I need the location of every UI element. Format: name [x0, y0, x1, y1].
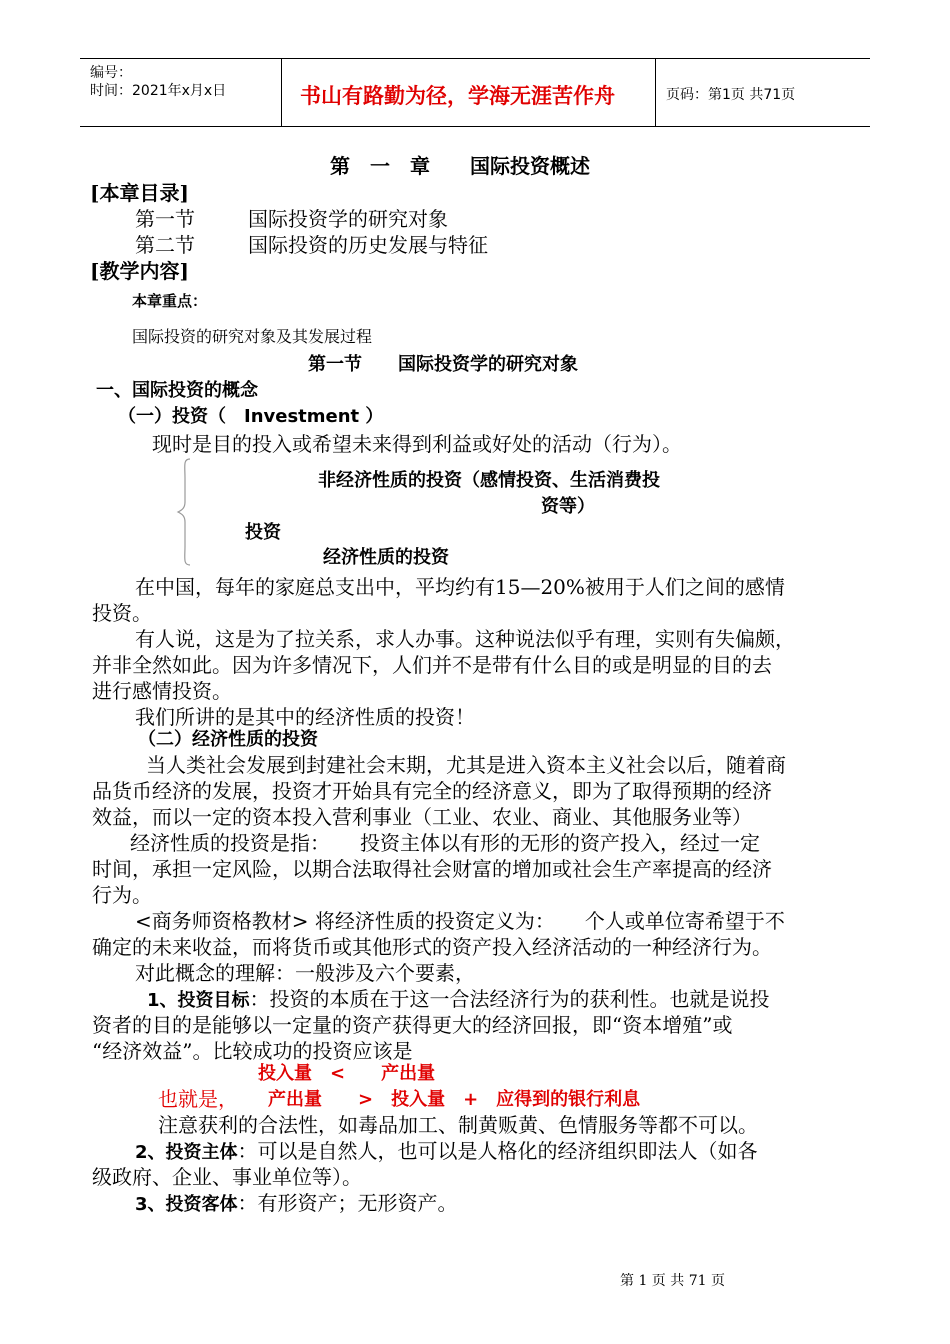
header-bottom-rule [80, 126, 870, 127]
section-title: 第一节 国际投资学的研究对象 [308, 354, 578, 375]
header-top-rule [80, 58, 870, 59]
sub-heading-investment: （一）投资（ Investment ） [118, 406, 384, 427]
brace-shape [176, 458, 192, 566]
header-divider [655, 58, 656, 126]
item-text: ：可以是自然人，也可以是人格化的经济组织即法人（如各 [237, 1139, 758, 1163]
toc-item-section: 第一节 [135, 207, 195, 231]
paragraph-line: 资者的目的是能够以一定量的资产获得更大的经济回报，即“资本增殖”或 [92, 1013, 733, 1037]
paragraph-line: 品货币经济的发展，投资才开始具有完全的经济意义，即为了取得预期的经济 [92, 779, 772, 803]
paragraph-line: “经济效益”。比较成功的投资应该是 [92, 1039, 413, 1063]
key-points-label: 本章重点： [132, 292, 208, 310]
toc-item-section: 第二节 [135, 233, 195, 257]
diagram-branch-economic: 经济性质的投资 [323, 547, 449, 568]
item-label: 2、投资主体 [135, 1142, 238, 1163]
item-investment-object [135, 1187, 458, 1216]
header-page-info: 页码：第1页 共71页 [666, 87, 796, 103]
header-number-label: 编号： [90, 65, 132, 81]
key-points-text: 国际投资的研究对象及其发展过程 [132, 327, 373, 346]
formula-input-output: 投入量 < 产出量 [258, 1063, 436, 1084]
content-heading: [教学内容] [90, 259, 189, 283]
header-motto: 书山有路勤为径，学海无涯苦作舟 [300, 84, 615, 108]
paragraph-line: 效益，而以一定的资本投入营利事业（工业、农业、商业、其他服务业等） [92, 805, 752, 829]
paragraph-line: 在中国，每年的家庭总支出中，平均约有15—20%被用于人们之间的感情 [135, 575, 785, 599]
paragraph-line: 当人类社会发展到封建社会末期，尤其是进入资本主义社会以后，随着商 [146, 753, 786, 777]
paragraph-line: 级政府、企业、事业单位等）。 [92, 1165, 362, 1189]
formula-prefix: 也就是， [158, 1087, 238, 1111]
diagram-branch-non-economic: 非经济性质的投资（感情投资、生活消费投 [318, 470, 660, 491]
heading-concept: 一、国际投资的概念 [96, 380, 258, 401]
paragraph-line: 注意获利的合法性，如毒品加工、制黄贩黄、色情服务等都不可以。 [158, 1113, 758, 1137]
item-text: ：投资的本质在于这一合法经济行为的获利性。也就是说投 [249, 987, 770, 1011]
paragraph-line: <商务师资格教材> 将经济性质的投资定义为： 个人或单位寄希望于不 [135, 909, 785, 933]
item-text: ：有形资产；无形资产。 [237, 1191, 458, 1215]
toc-heading: [本章目录] [90, 181, 189, 205]
toc-item-title: 国际投资的历史发展与特征 [248, 233, 488, 257]
paragraph-line: 时间，承担一定风险，以期合法取得社会财富的增加或社会生产率提高的经济 [92, 857, 772, 881]
item-label: 3、投资客体 [135, 1194, 238, 1215]
header-divider [281, 58, 282, 126]
diagram-root: 投资 [245, 522, 281, 543]
paragraph-line: 我们所讲的是其中的经济性质的投资！ [135, 705, 475, 729]
item-label: 1、投资目标 [147, 990, 250, 1011]
chapter-title: 第 一 章 国际投资概述 [330, 154, 590, 178]
paragraph-line: 有人说，这是为了拉关系，求人办事。这种说法似乎有理，实则有失偏颇， [135, 627, 795, 651]
item-investment-subject [135, 1135, 758, 1164]
paragraph-line: 投资。 [92, 601, 152, 625]
formula-output-interest: 产出量 > 投入量 + 应得到的银行利息 [268, 1089, 641, 1110]
paragraph-line: 确定的未来收益，而将货币或其他形式的资产投入经济活动的一种经济行为。 [92, 935, 772, 959]
sub-heading-economic: （二）经济性质的投资 [138, 729, 318, 750]
header-time-label: 时间：2021年x月x日 [90, 83, 227, 99]
item-investment-goal [147, 983, 770, 1012]
paragraph-line: 行为。 [92, 883, 152, 907]
paragraph-line: 进行感情投资。 [92, 679, 232, 703]
toc-item-title: 国际投资学的研究对象 [248, 207, 448, 231]
paragraph-line: 对此概念的理解：一般涉及六个要素， [135, 961, 475, 985]
definition-line: 现时是目的投入或希望未来得到利益或好处的活动（行为）。 [152, 432, 682, 456]
diagram-branch-non-economic-cont: 资等） [541, 496, 595, 517]
paragraph-line: 经济性质的投资是指： 投资主体以有形的无形的资产投入，经过一定 [130, 831, 760, 855]
footer-page-number: 第 1 页 共 71 页 [620, 1273, 725, 1289]
paragraph-line: 并非全然如此。因为许多情况下，人们并不是带有什么目的或是明显的目的去 [92, 653, 772, 677]
